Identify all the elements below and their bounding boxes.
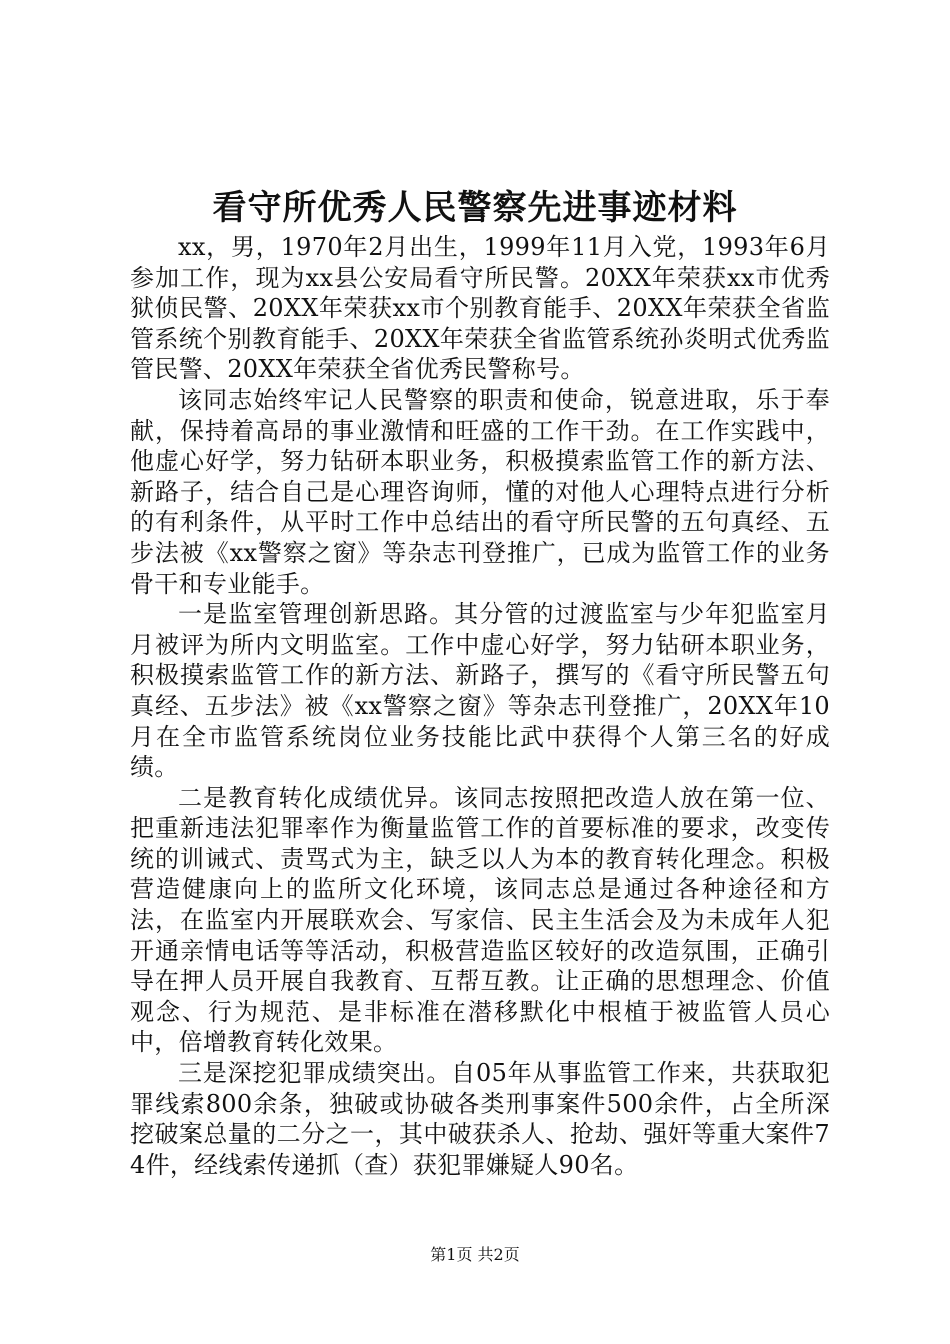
paragraph-cell-management: 一是监室管理创新思路。其分管的过渡监室与少年犯监室月月被评为所内文明监室。工作中虚心好学，努力钻研本职业务，积极摸索监管工作的新方法、新路子，撰写的《看守所民警五句真经、五步法》被《xx警察之窗》等杂志刊登推广，20XX年10月在全市监管系统岗位业务技能比武中获得个人第三名的好成绩。	[130, 600, 830, 782]
paragraph-summary: 该同志始终牢记人民警察的职责和使命，锐意进取，乐于奉献，保持着高昂的事业激情和旺盛的工作干劲。在工作实践中，他虚心好学，努力钻研本职业务，积极摸索监管工作的新方法、新路子，结合自己是心理咨询师，懂的对他人心理特点进行分析的有利条件，从平时工作中总结出的看守所民警的五句真经、五步法被《xx警察之窗》等杂志刊登推广，已成为监管工作的业务骨干和专业能手。	[130, 385, 830, 598]
page-number: 第1页 共2页	[430, 1245, 520, 1264]
document-body	[130, 232, 830, 1180]
paragraph-crime-investigation: 三是深挖犯罪成绩突出。自05年从事监管工作来，共获取犯罪线索800余条，独破或协破各类刑事案件500余件，占全所深挖破案总量的二分之一，其中破获杀人、抢劫、强奸等重大案件74件，经线索传递抓（查）获犯罪嫌疑人90名。	[130, 1059, 830, 1179]
paragraph-education: 二是教育转化成绩优异。该同志按照把改造人放在第一位、把重新违法犯罪率作为衡量监管工作的首要标准的要求，改变传统的训诫式、责骂式为主，缺乏以人为本的教育转化理念。积极营造健康向上的监所文化环境，该同志总是通过各种途径和方法，在监室内开展联欢会、写家信、民主生活会及为未成年人犯开通亲情电话等等活动，积极营造监区较好的改造氛围，正确引导在押人员开展自我教育、互帮互教。让正确的思想理念、价值观念、行为规范、是非标准在潜移默化中根植于被监管人员心中，倍增教育转化效果。	[130, 783, 830, 1057]
document-title: 看守所优秀人民警察先进事迹材料	[212, 188, 738, 228]
paragraph-profile: xx，男，1970年2月出生，1999年11月入党，1993年6月参加工作，现为xx县公安局看守所民警。20XX年荣获xx市优秀狱侦民警、20XX年荣获xx市个别教育能手、20XX年荣获全省监管系统个别教育能手、20XX年荣获全省监管系统孙炎明式优秀监管民警、20XX年荣获全省优秀民警称号。	[130, 233, 830, 384]
